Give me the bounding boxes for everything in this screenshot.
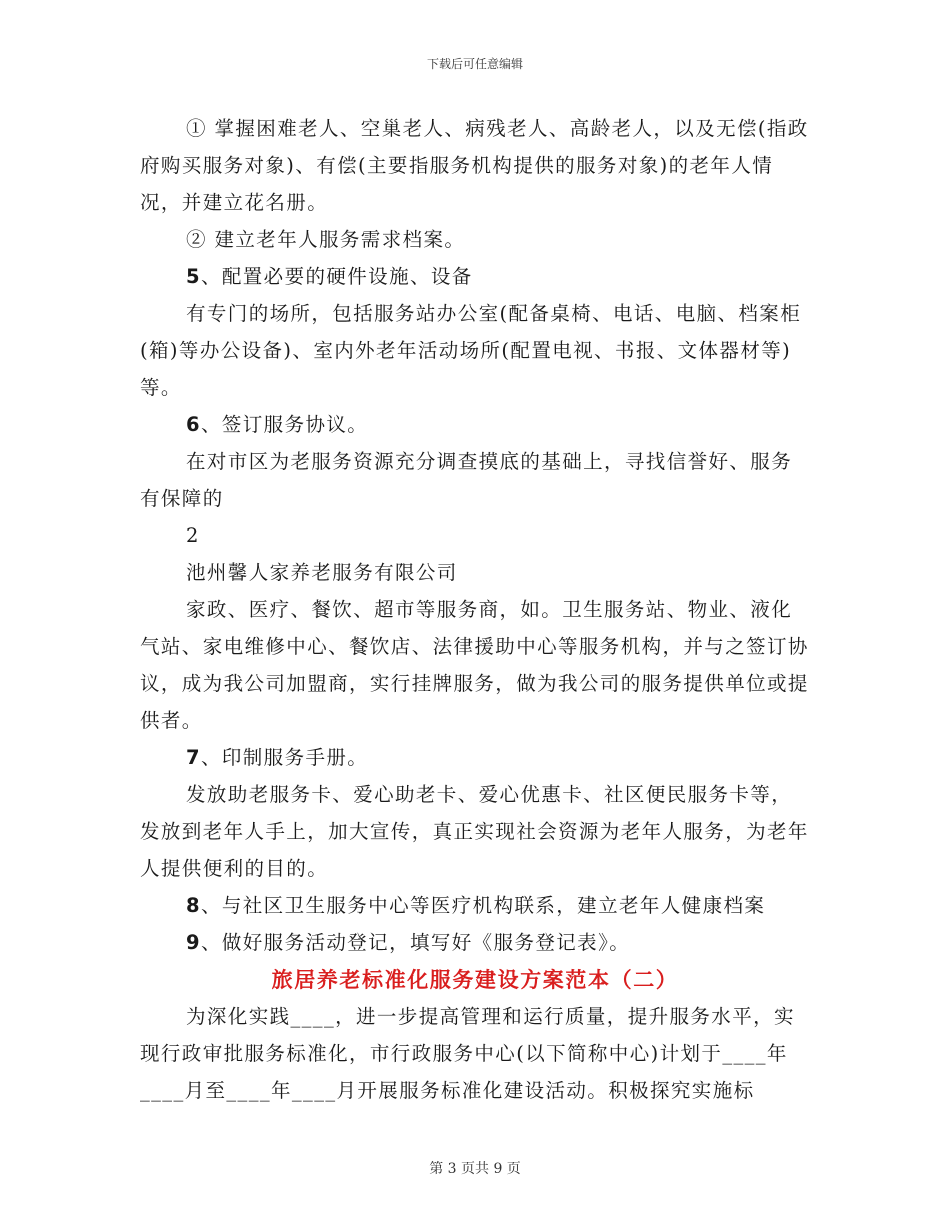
heading-8-text: 、与社区卫生服务中心等医疗机构联系，建立老年人健康档案 (200, 894, 766, 917)
heading-7-text: 、印制服务手册。 (200, 746, 369, 769)
company-name: 池州馨人家养老服务有限公司 (186, 561, 458, 584)
heading-6-number: 6 (186, 413, 201, 436)
paragraph-2: ② 建立老年人服务需求档案。 (186, 228, 466, 251)
heading-5-text: 、配置必要的硬件设施、设备 (200, 265, 473, 288)
paragraph-6: 发放助老服务卡、爱心助老卡、爱心优惠卡、社区便民服务卡等，发放到老年人手上，加大宣传，真正实现社会资源为老年人服务，为老年人提供便利的目的。 (140, 783, 809, 880)
paragraph-7: 为深化实践____，进一步提高管理和运行质量，提升服务水平，实现行政审批服务标准化，市行政服务中心(以下简称中心)计划于____年____月至____年____月开展服务标准化建设活动。积极探究实施标 (140, 1005, 795, 1102)
heading-7 (140, 739, 810, 776)
document-body (140, 110, 810, 1109)
paragraph-1: ① 掌握困难老人、空巢老人、病残老人、高龄老人，以及无偿(指政府购买服务对象)、有偿(主要指服务机构提供的服务对象)的老年人情况，并建立花名册。 (140, 117, 809, 214)
heading-5 (140, 258, 810, 295)
page-header: 下载后可任意编辑 (426, 57, 523, 71)
paragraph-3: 有专门的场所，包括服务站办公室(配备桌椅、电话、电脑、档案柜(箱)等办公设备)、室内外老年活动场所(配置电视、书报、文体器材等)等。 (140, 302, 802, 399)
heading-6-text: 、签订服务协议。 (200, 413, 369, 436)
paragraph-5: 家政、医疗、餐饮、超市等服务商，如。卫生服务站、物业、液化气站、家电维修中心、餐饮店、法律援助中心等服务机构，并与之签订协议，成为我公司加盟商，实行挂牌服务，做为我公司的服务提供单位或提供者。 (140, 598, 809, 732)
heading-6 (140, 406, 810, 443)
heading-9-text: 、做好服务活动登记，填写好《服务登记表》。 (200, 931, 631, 954)
page-marker: 2 (186, 524, 200, 547)
heading-7-number: 7 (186, 746, 201, 769)
heading-9 (140, 924, 810, 961)
section-title: 旅居养老标准化服务建设方案范本（二） (271, 967, 679, 992)
heading-5-number: 5 (186, 265, 201, 288)
heading-9-number: 9 (186, 931, 201, 954)
page-footer: 第 3 页共 9 页 (429, 1161, 521, 1177)
heading-8 (140, 887, 810, 924)
paragraph-4: 在对市区为老服务资源充分调查摸底的基础上，寻找信誉好、服务有保障的 (140, 450, 793, 510)
heading-8-number: 8 (186, 894, 201, 917)
